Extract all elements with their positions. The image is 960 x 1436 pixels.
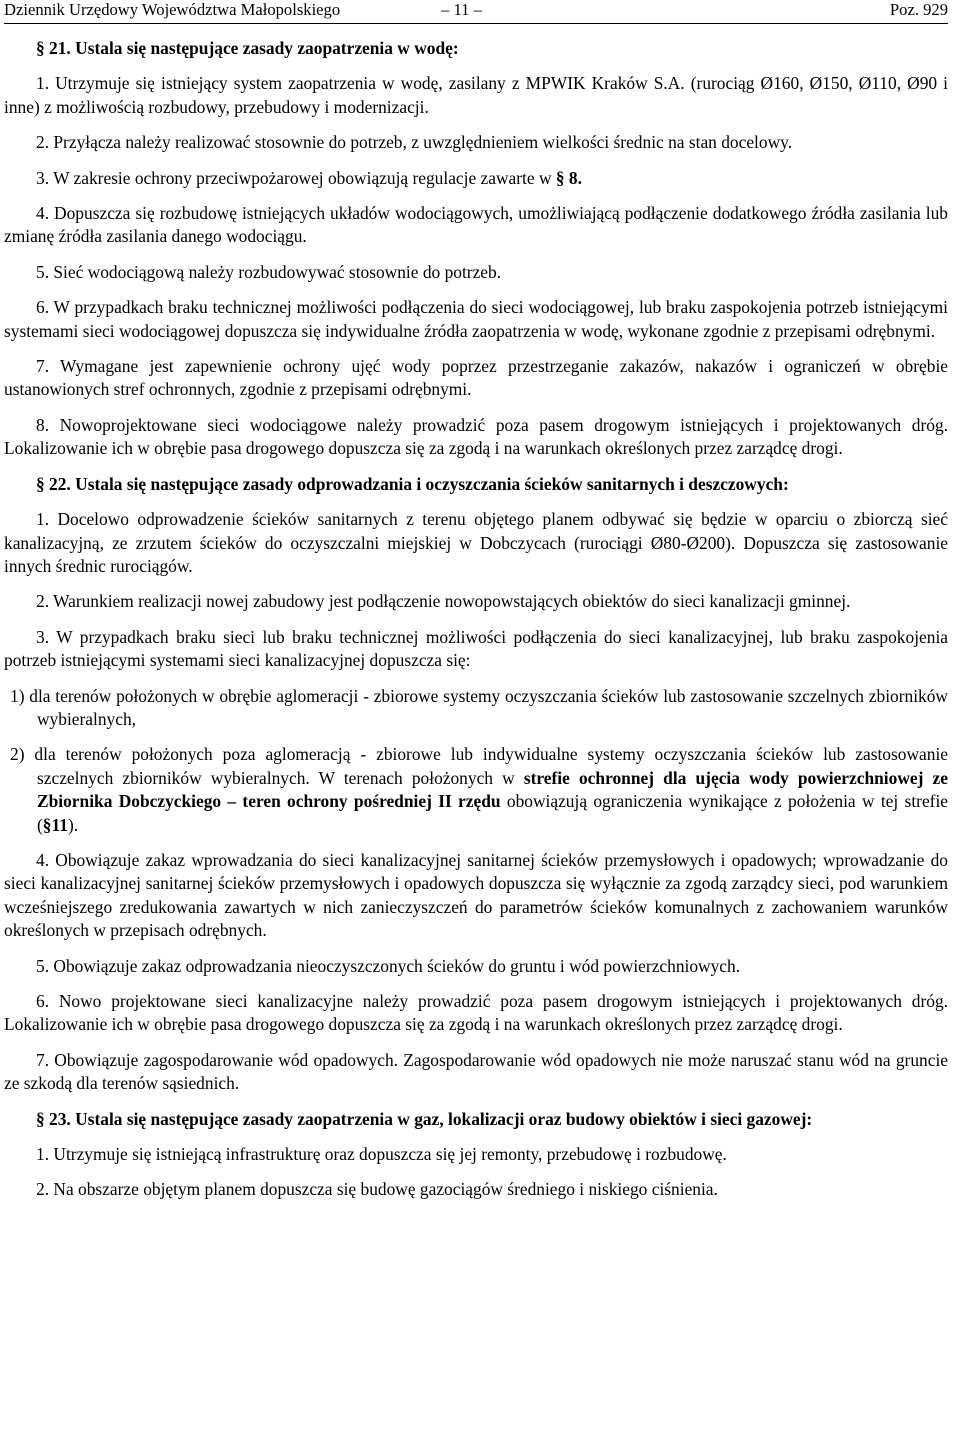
page-number: – 11 – (441, 0, 482, 19)
s22-item-6: 6. Nowo projektowane sieci kanalizacyjne należy prowadzić poza pasem drogowym istniejących i projektowanych dróg. Lokalizowanie ich w obrębie pasa drogowego dopuszcza się za zgodą i na warunkach określonych przez zarządcę drogi. (4, 991, 948, 1035)
s21-item-3 (4, 167, 948, 190)
s22-item-7: 7. Obowiązuje zagospodarowanie wód opadowych. Zagospodarowanie wód opadowych nie może naruszać stanu wód na gruncie ze szkodą dla terenów sąsiednich. (4, 1049, 948, 1094)
s22-item-5: 5. Obowiązuje zakaz odprowadzania nieoczyszczonych ścieków do gruntu i wód powierzchniowych. (36, 955, 741, 976)
section-23-heading: § 23. Ustala się następujące zasady zaopatrzenia w gaz, lokalizacji oraz budowy obiektów i sieci gazowej: (36, 1108, 813, 1129)
s21-item-5: 5. Sieć wodociągową należy rozbudowywać stosownie do potrzeb. (36, 261, 502, 282)
section-22-heading: § 22. Ustala się następujące zasady odprowadzania i oczyszczania ścieków sanitarnych i deszczowych: (36, 473, 789, 494)
s22-subitem-2-lead: 2) dla terenów położonych poza aglomeracją - zbiorowe lub indywidualne systemy oczyszczania ścieków lub zastosowanie szczelnych zbiorników wybieralnych. W terenach położonych w (10, 744, 948, 788)
s22-subitem-2-ref: §11 (42, 814, 68, 835)
s22-subitem-2-mid: obowiązują ograniczenia wynikające z położenia w tej strefie ( (37, 791, 949, 835)
s22-subitem-2 (4, 743, 948, 837)
s22-subitem-2-end: ). (67, 814, 79, 835)
s22-subitem-2-zone: strefie ochronnej dla ujęcia wody powierzchniowej ze Zbiornika Dobczyckiego – teren ochrony pośredniej II rzędu (37, 767, 948, 812)
s22-subitem-1: 1) dla terenów położonych w obrębie aglomeracji - zbiorowe systemy oczyszczania ścieków lub zastosowanie szczelnych zbiorników wybieralnych, (10, 685, 948, 729)
position-number: Poz. 929 (889, 0, 948, 19)
s21-item-6: 6. W przypadkach braku technicznej możliwości podłączenia do sieci wodociągowej, lub braku zaspokojenia potrzeb istniejącymi systemami sieci wodociągowej dopuszcza się indywidualne źródła zaopatrzenia w wodę, wykonane zgodnie z przepisami odrębnymi. (4, 297, 948, 341)
s21-item-2: 2. Przyłącza należy realizować stosownie do potrzeb, z uwzględnieniem wielkości średnic na stan docelowy. (36, 132, 793, 153)
s21-item-3-ref: § 8. (555, 167, 582, 188)
section-21-heading: § 21. Ustala się następujące zasady zaopatrzenia w wodę: (36, 38, 459, 58)
s22-item-4: 4. Obowiązuje zakaz wprowadzania do sieci kanalizacyjnej sanitarnej ścieków przemysłowych i opadowych; wprowadzanie do sieci kanalizacyjnej sanitarnej ścieków przemysłowych i opadowych dopuszcza się wyłącznie za zgodą zarządcy sieci, pod warunkiem wcześniejszego zredukowania zawartych w nich zanieczyszczeń do parametrów ścieków komunalnych z zachowaniem warunków określonych w przepisach odrębnych. (4, 849, 948, 941)
s22-item-1: 1. Docelowo odprowadzenie ścieków sanitarnych z terenu objętego planem odbywać się będzie w oparciu o zbiorczą sieć kanalizacyjną, ze zrzutem ścieków do oczyszczalni miejskiej w Dobczycach (rurociągi Ø80-Ø200). Dopuszcza się zastosowanie innych średnic rurociągów. (4, 509, 948, 576)
s21-item-3-text: 3. W zakresie ochrony przeciwpożarowej obowiązują regulacje zawarte w (36, 167, 556, 188)
s21-item-8: 8. Nowoprojektowane sieci wodociągowe należy prowadzić poza pasem drogowym istniejących i projektowanych dróg. Lokalizowanie ich w obrębie pasa drogowego dopuszcza się za zgodą i na warunkach określonych przez zarządcę drogi. (4, 414, 948, 459)
s21-item-7: 7. Wymagane jest zapewnienie ochrony ujęć wody poprzez przestrzeganie zakazów, nakazów i ograniczeń w obrębie ustanowionych stref ochronnych, zgodnie z przepisami odrębnymi. (4, 356, 948, 400)
journal-title: Dziennik Urzędowy Województwa Małopolskiego (4, 0, 341, 19)
s22-item-2: 2. Warunkiem realizacji nowej zabudowy jest podłączenie nowopowstających obiektów do sieci kanalizacji gminnej. (36, 591, 851, 612)
page-header (4, 0, 948, 24)
s22-item-3: 3. W przypadkach braku sieci lub braku technicznej możliwości podłączenia do sieci kanalizacyjnej, lub braku zaspokojenia potrzeb istniejącymi systemami sieci kanalizacyjnej dopuszcza się: (4, 626, 948, 671)
s23-item-1: 1. Utrzymuje się istniejącą infrastrukturę oraz dopuszcza się jej remonty, przebudowę i rozbudowę. (36, 1144, 727, 1165)
s21-item-4: 4. Dopuszcza się rozbudowę istniejących układów wodociągowych, umożliwiającą podłączenie dodatkowego źródła zasilania lub zmianę źródła zasilania danego wodociągu. (4, 203, 948, 247)
s23-item-2: 2. Na obszarze objętym planem dopuszcza się budowę gazociągów średniego i niskiego ciśnienia. (36, 1179, 718, 1200)
s21-item-1: 1. Utrzymuje się istniejący system zaopatrzenia w wodę, zasilany z MPWIK Kraków S.A. (rurociąg Ø160, Ø150, Ø110, Ø90 i inne) z możliwością rozbudowy, przebudowy i modernizacji. (4, 73, 948, 117)
